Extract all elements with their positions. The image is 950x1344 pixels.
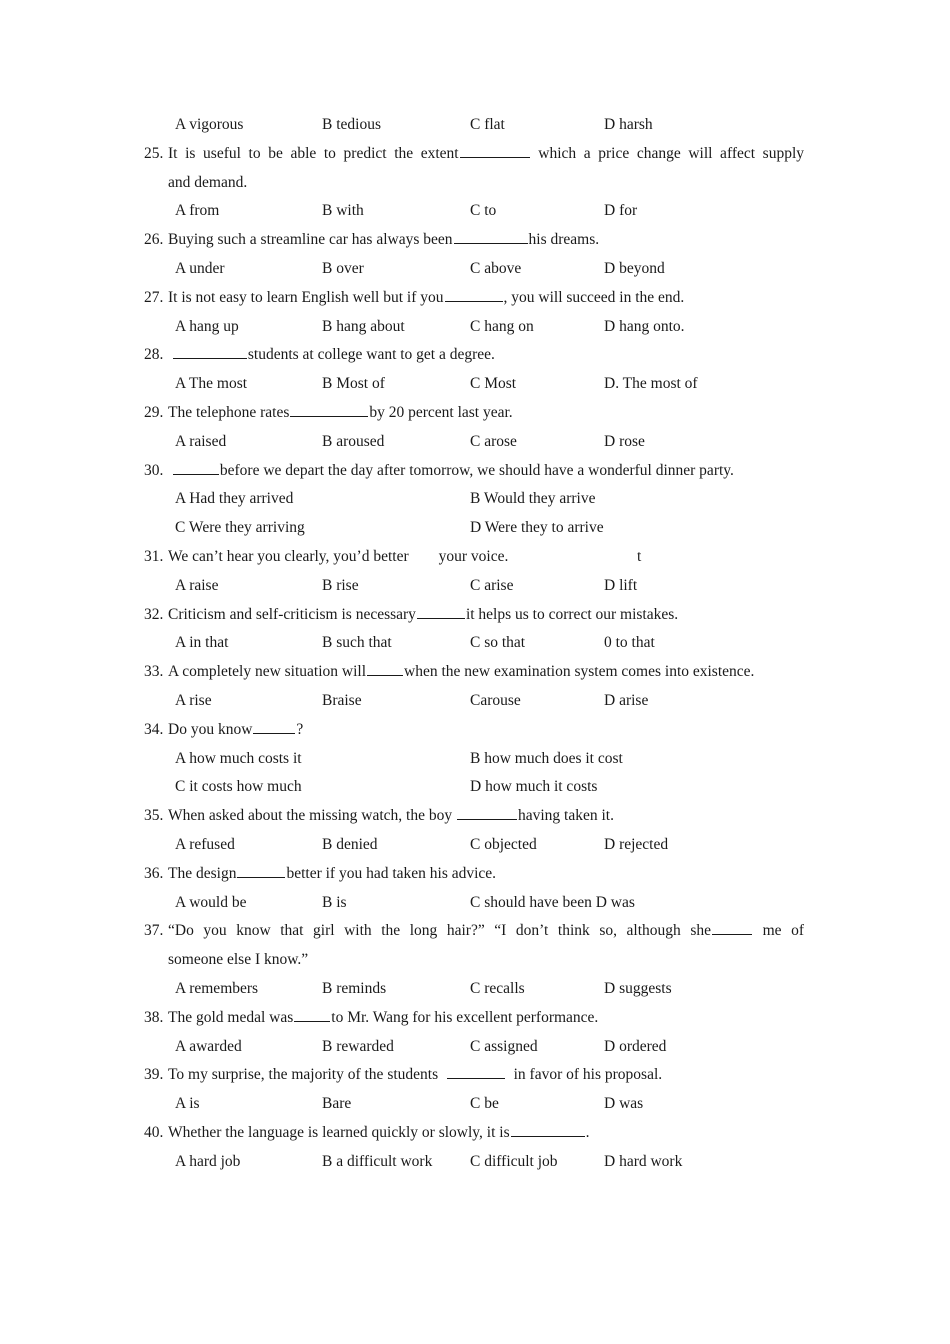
option-d: D ordered xyxy=(604,1037,667,1055)
option-b: B how much does it cost xyxy=(470,749,623,767)
question-stem: Criticism and self-criticism is necessary it helps us to correct our mistakes. xyxy=(168,601,804,630)
option-d: D lift xyxy=(604,576,638,594)
question-39 xyxy=(144,1061,804,1090)
question-stem: The design better if you had taken his advice. xyxy=(168,860,804,889)
options-row xyxy=(144,1090,804,1119)
options-row xyxy=(144,514,804,543)
question-32 xyxy=(144,601,804,630)
question-stem: Buying such a streamline car has always been his dreams. xyxy=(168,226,804,255)
question-stem: Do you know ? xyxy=(168,716,804,745)
option-c: C to xyxy=(470,202,497,220)
option-d: D Were they to arrive xyxy=(470,519,604,537)
question-number: 29. xyxy=(144,403,164,421)
answer-blank xyxy=(253,717,295,734)
question-36 xyxy=(144,860,804,889)
answer-blank xyxy=(290,400,368,417)
answer-blank xyxy=(237,861,285,878)
option-a: A raised xyxy=(175,432,227,450)
answer-blank xyxy=(457,803,517,820)
option-c: C be xyxy=(470,1095,499,1113)
option-b: Bare xyxy=(322,1095,352,1113)
option-d: D for xyxy=(604,202,638,220)
option-b: B aroused xyxy=(322,432,385,450)
option-c: C above xyxy=(470,259,522,277)
question-number: 33. xyxy=(144,663,164,681)
options-row xyxy=(144,687,804,716)
option-c: C recalls xyxy=(470,979,525,997)
options-row xyxy=(144,485,804,514)
options-row xyxy=(144,370,804,399)
question-33 xyxy=(144,658,804,687)
option-c: C difficult job xyxy=(470,1152,558,1170)
option-b: B is xyxy=(322,893,347,911)
option-a: A how much costs it xyxy=(175,749,302,767)
stray-character: t xyxy=(637,547,642,565)
answer-blank xyxy=(410,545,438,561)
question-continuation: and demand. xyxy=(168,173,248,191)
option-a: A in that xyxy=(175,634,229,652)
options-row xyxy=(144,572,804,601)
option-a: A Had they arrived xyxy=(175,490,294,508)
option-c: C arise xyxy=(470,576,514,594)
option-d: D. The most of xyxy=(604,375,698,393)
options-row xyxy=(144,629,804,658)
option-c-d: C should have been D was xyxy=(470,893,635,911)
option-a: A raise xyxy=(175,576,219,594)
option-b: B hang about xyxy=(322,317,405,335)
option-d: D was xyxy=(604,1095,644,1113)
option-a: A vigorous xyxy=(175,116,244,133)
question-number: 34. xyxy=(144,720,164,738)
option-b: B Would they arrive xyxy=(470,490,596,508)
option-b: B such that xyxy=(322,634,392,652)
question-number: 35. xyxy=(144,807,164,825)
answer-blank xyxy=(445,285,503,302)
option-c: Carouse xyxy=(470,691,521,709)
question-34 xyxy=(144,716,804,745)
question-number: 32. xyxy=(144,605,164,623)
option-c: C it costs how much xyxy=(175,778,302,796)
question-stem: When asked about the missing watch, the boy having taken it. xyxy=(168,802,804,831)
option-a: A hard job xyxy=(175,1152,241,1170)
question-number: 25. xyxy=(144,144,164,162)
option-d: D hang onto. xyxy=(604,317,685,335)
question-number: 30. xyxy=(144,461,164,479)
option-b: B tedious xyxy=(322,116,381,133)
question-number: 39. xyxy=(144,1066,164,1084)
question-25 xyxy=(144,140,804,169)
answer-blank xyxy=(712,918,752,935)
option-a: A remembers xyxy=(175,979,259,997)
question-38 xyxy=(144,1004,804,1033)
question-29 xyxy=(144,399,804,428)
option-a: A rise xyxy=(175,691,212,709)
option-a: A awarded xyxy=(175,1037,242,1055)
question-stem: It is useful to be able to predict the extent which a price change will affect supply xyxy=(168,140,804,169)
options-row xyxy=(144,745,804,774)
options-row xyxy=(144,889,804,918)
answer-blank xyxy=(511,1120,585,1137)
question-number: 38. xyxy=(144,1008,164,1026)
question-stem: before we depart the day after tomorrow, we should have a wonderful dinner party. xyxy=(168,457,804,486)
option-c: C objected xyxy=(470,835,537,853)
question-number: 37. xyxy=(144,922,164,940)
question-stem: The gold medal was to Mr. Wang for his excellent performance. xyxy=(168,1004,804,1033)
question-26 xyxy=(144,226,804,255)
question-35 xyxy=(144,802,804,831)
option-b: B Most of xyxy=(322,375,385,393)
question-number: 31. xyxy=(144,547,164,565)
question-31 xyxy=(144,543,804,572)
option-c: C assigned xyxy=(470,1037,538,1055)
option-d: D hard work xyxy=(604,1152,683,1170)
options-row xyxy=(144,1148,804,1177)
answer-blank xyxy=(173,458,219,475)
option-b: B denied xyxy=(322,835,378,853)
option-c: C so that xyxy=(470,634,526,652)
answer-blank xyxy=(417,602,465,619)
options-row xyxy=(144,111,804,140)
option-b: B over xyxy=(322,259,364,277)
question-stem: students at college want to get a degree. xyxy=(168,341,804,370)
question-28 xyxy=(144,341,804,370)
options-row xyxy=(144,313,804,342)
options-row xyxy=(144,197,804,226)
question-continuation: someone else I know.” xyxy=(168,951,309,969)
question-stem: To my surprise, the majority of the students in favor of his proposal. xyxy=(168,1061,804,1090)
option-b: Braise xyxy=(322,691,362,709)
option-d: D beyond xyxy=(604,259,665,277)
option-a: A refused xyxy=(175,835,235,853)
option-d: D harsh xyxy=(604,116,653,133)
question-27 xyxy=(144,284,804,313)
question-stem: We can’t hear you clearly, you’d better your voice. xyxy=(168,543,804,572)
option-c: C Most xyxy=(470,375,517,393)
question-list xyxy=(144,111,804,1176)
answer-blank xyxy=(447,1062,505,1079)
option-d: D arise xyxy=(604,691,649,709)
option-b: B rewarded xyxy=(322,1037,394,1055)
option-d: D rejected xyxy=(604,835,669,853)
option-d: D rose xyxy=(604,432,645,450)
question-30 xyxy=(144,457,804,486)
option-c: C hang on xyxy=(470,317,534,335)
question-stem: Whether the language is learned quickly or slowly, it is . xyxy=(168,1119,804,1148)
question-stem: It is not easy to learn English well but if you , you will succeed in the end. xyxy=(168,284,804,313)
options-row xyxy=(144,831,804,860)
options-row xyxy=(144,773,804,802)
options-row xyxy=(144,428,804,457)
option-a: A from xyxy=(175,202,220,220)
option-a: A hang up xyxy=(175,317,239,335)
question-stem: “Do you know that girl with the long hair?” “I don’t think so, although she me of xyxy=(168,917,804,946)
question-number: 40. xyxy=(144,1123,164,1141)
option-c: C arose xyxy=(470,432,517,450)
options-row xyxy=(144,255,804,284)
question-number: 28. xyxy=(144,346,164,364)
question-stem: A completely new situation will when the new examination system comes into existence. xyxy=(168,658,804,687)
answer-blank xyxy=(367,659,403,676)
question-number: 27. xyxy=(144,288,164,306)
option-c: C Were they arriving xyxy=(175,519,305,537)
question-number: 26. xyxy=(144,231,164,249)
option-a: A The most xyxy=(175,375,248,393)
question-number: 36. xyxy=(144,864,164,882)
option-c: C flat xyxy=(470,116,505,133)
option-b: B rise xyxy=(322,576,359,594)
answer-blank xyxy=(454,227,528,244)
option-b: B with xyxy=(322,202,364,220)
option-d: D how much it costs xyxy=(470,778,598,796)
option-b: B a difficult work xyxy=(322,1152,433,1170)
option-b: B reminds xyxy=(322,979,387,997)
answer-blank xyxy=(294,1005,330,1022)
answer-blank xyxy=(460,141,530,158)
option-a: A under xyxy=(175,259,225,277)
question-stem: The telephone rates by 20 percent last year. xyxy=(168,399,804,428)
option-d: 0 to that xyxy=(604,634,655,652)
question-37 xyxy=(144,917,804,946)
options-row xyxy=(144,975,804,1004)
option-a: A would be xyxy=(175,893,247,911)
option-d: D suggests xyxy=(604,979,672,997)
question-40 xyxy=(144,1119,804,1148)
option-a: A is xyxy=(175,1095,200,1113)
options-row xyxy=(144,1033,804,1062)
answer-blank xyxy=(173,342,247,359)
